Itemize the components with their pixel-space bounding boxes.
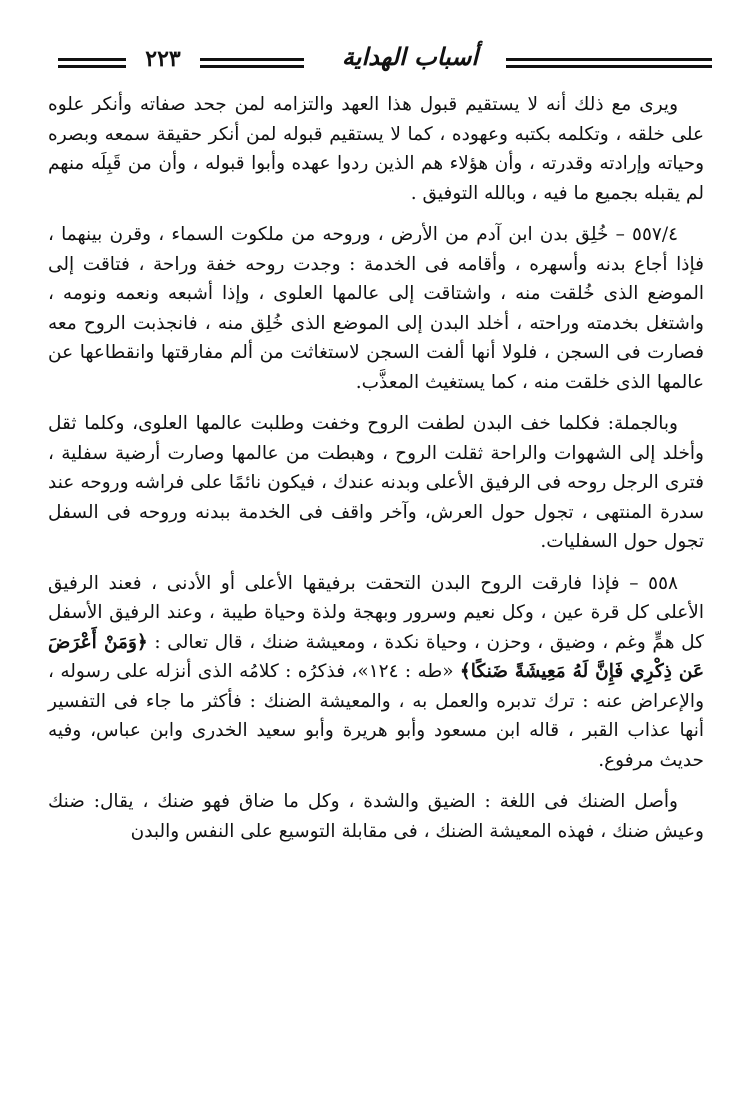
page-body: [48, 90, 704, 858]
paragraph: [48, 409, 704, 557]
page-number: ٢٢٣: [145, 46, 181, 72]
header-rule-right: [506, 58, 712, 72]
paragraph-text: خُلِق بدن ابن آدم من الأرض ، وروحه من ملكوت السماء ، وقرن بينهما ، فإذا أجاع بدنه وأسهره ، وأقامه فى الخدمة : وجدت روحه خفة وراحة ، فتاقت إلى الموضع الذى خُلقت منه ، واشتاقت إلى عالمها العلوى ، وإذا أشبعه ونعمه ونومه ، واشتغل بخدمته وراحته ، أخلد البدن إلى الموضع الذى خُلِق منه ، فانجذبت الروح معه فصارت فى السجن ، فلولا أنها ألفت السجن لاستغاثت من ألم مفارقتها وانقطاعها عن عالمها الذى خلقت منه ، كما يستغيث المعذَّب.: [48, 224, 704, 393]
quran-verse: ﴿وَمَنْ أَعْرَضَ عَن ذِكْرِي فَإِنَّ لَهُ مَعِيشَةً ضَنكًا﴾: [48, 631, 704, 682]
paragraph: [48, 787, 704, 846]
paragraph-text: ويرى مع ذلك أنه لا يستقيم قبول هذا العهد والتزامه لمن جحد صفاته وأنكر علوه على خلقه ، وتكلمه بكتبه وعهوده ، كما لا يستقيم قبوله لمن أنكر حقيقة سمعه وبصره وحياته وإرادته وقدرته ، وأن هؤلاء هم الذين ردوا عهده وأبوا قبوله ، وأن من قَبِلَه منهم لم يقبله بجميع ما فيه ، وبالله التوفيق .: [48, 94, 705, 204]
paragraph-text: فإذا فارقت الروح البدن التحقت برفيقها الأعلى أو الأدنى ، فعند الرفيق الأعلى كل قرة عين ، وكل نعيم وسرور وبهجة ولذة وحياة طيبة ، وعند الرفيق الأسفل كل همٍّ وغم ، وضيق ، وحزن ، وحياة نكدة ، ومعيشة ضنك ، قال تعالى :: [48, 572, 704, 653]
header-rule-middle: [200, 58, 304, 72]
paragraph-text: «طه : ١٢٤»، فذكرُه : كلامُه الذى أنزله على رسوله ، والإعراض عنه : ترك تدبره والعمل به ، والمعيشة الضنك : فأكثر ما جاء فى التفسير أنها عذاب القبر ، قاله ابن مسعود وأبو هريرة وأبو سعيد الخدرى وابن عباس، وفيه حديث مرفوع.: [48, 661, 704, 771]
paragraph-text: وبالجملة: فكلما خف البدن لطفت الروح وخفت وطلبت عالمها العلوى، وكلما ثقل وأخلد إلى الشهوات والراحة ثقلت الروح ، وهبطت من عالمها وصارت أرضية سفلية ، فترى الرجل روحه فى الرفيق الأعلى وبدنه عندك ، فيكون نائمًا على فراشه وروحه عند سدرة المنتهى ، تجول حول العرش، وآخر واقف فى الخدمة ببدنه وروحه فى السفل تجول حول السفليات.: [48, 413, 704, 552]
header-rule-left: [58, 58, 126, 72]
section-number: ٥٥٧/٤ –: [615, 224, 679, 245]
paragraph-text: وأصل الضنك فى اللغة : الضيق والشدة ، وكل ما ضاق فهو ضنك ، يقال: ضنك وعيش ضنك ، فهذه المعيشة الضنك ، فى مقابلة التوسيع على النفس والبدن: [48, 791, 704, 842]
paragraph: [48, 569, 704, 776]
paragraph: [48, 220, 704, 397]
running-title: أسباب الهداية: [341, 42, 479, 71]
page-header: [58, 40, 712, 80]
paragraph: [48, 90, 704, 208]
section-number: ٥٥٨ –: [629, 572, 678, 594]
